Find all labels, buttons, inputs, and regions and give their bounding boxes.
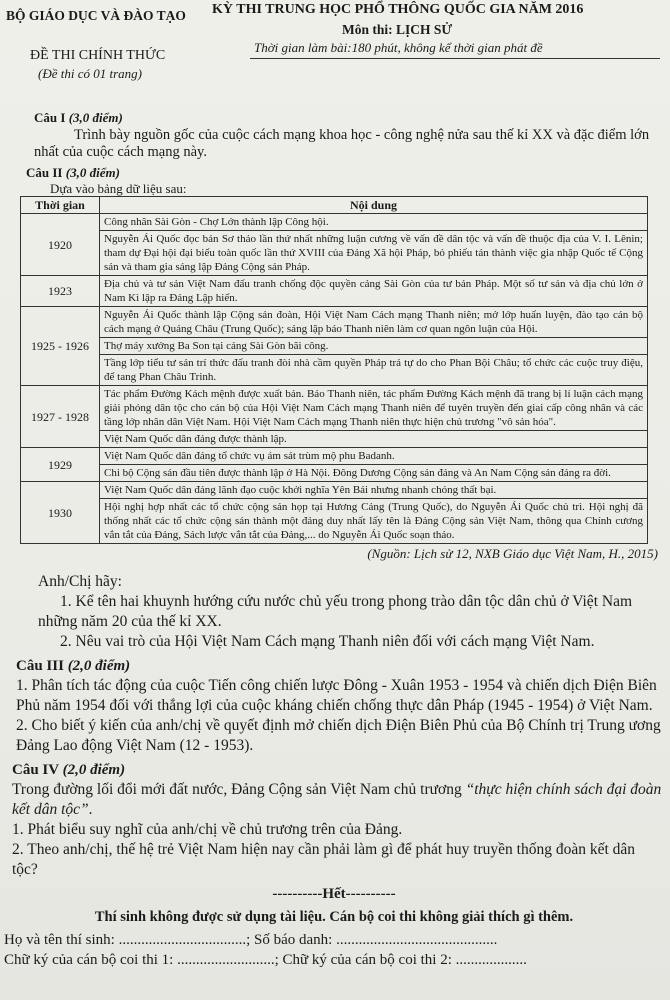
ask-label: Anh/Chị hãy:: [38, 573, 122, 590]
question-4-task-1: 1. Phát biểu suy nghĩ của anh/chị về chủ trương trên của Đảng.: [12, 821, 403, 838]
table-content-cell: Việt Nam Quốc dân đảng lãnh đạo cuộc khởi nghĩa Yên Bái nhưng nhanh chóng thất bại.: [100, 482, 648, 499]
table-row: [21, 482, 648, 499]
table-content-cell: Thợ máy xưởng Ba Son tại cảng Sài Gòn bãi công.: [100, 338, 648, 355]
signature-line: [4, 950, 664, 970]
table-content-cell: Tầng lớp tiểu tư sản trí thức đấu tranh đòi nhà cầm quyền Pháp trả tự do cho Phan Bội Châu; tổ chức các cuộc truy điệu, để tang Phan Châu Trinh.: [100, 355, 648, 386]
table-row: [21, 499, 648, 544]
table-row: [21, 338, 648, 355]
question-1: [4, 110, 664, 161]
col-header-content: Nội dung: [100, 197, 648, 214]
question-4-task-2: 2. Theo anh/chị, thế hệ trẻ Việt Nam hiện nay cần phải làm gì để phát huy truyền thống đoàn kết dân tộc?: [12, 841, 636, 878]
exam-time: Thời gian làm bài:180 phút, không kể thời gian phát đề: [254, 40, 543, 55]
table-year-cell: 1930: [21, 482, 100, 544]
table-row: [21, 355, 648, 386]
col-header-time: Thời gian: [21, 197, 100, 214]
table-content-cell: Nguyễn Ái Quốc thành lập Cộng sản đoàn, Hội Việt Nam Cách mạng Thanh niên; mở lớp huấn luyện, đào tạo cán bộ cách mạng ở Quảng Châu (Trung Quốc); sáng lập báo Thanh niên làm cơ quan ngôn luận của Hội.: [100, 307, 648, 338]
exam-title: KỲ THI TRUNG HỌC PHỔ THÔNG QUỐC GIA NĂM 2016: [212, 2, 584, 17]
question-4: [4, 760, 664, 880]
table-year-cell: 1920: [21, 214, 100, 276]
table-header-row: [21, 197, 648, 214]
table-content-cell: Nguyễn Ái Quốc đọc bản Sơ thảo lần thứ nhất những luận cương về vấn đề dân tộc và vấn đề thuộc địa của V. I. Lênin; tham dự Đại hội đại biểu toàn quốc lần thứ XVIII của Đảng Xã hội Pháp, bỏ phiếu tán thành việc gia nhập Quốc tế Cộng sản và tham gia sáng lập Đảng Cộng sản Pháp.: [100, 231, 648, 276]
exam-header: [4, 0, 664, 92]
table-row: [21, 276, 648, 307]
table-year-cell: 1925 - 1926: [21, 307, 100, 386]
proctor-1-signature: Chữ ký của cán bộ coi thi 1: ..........................;: [4, 952, 279, 968]
table-content-cell: Việt Nam Quốc dân đảng được thành lập.: [100, 431, 648, 448]
exam-subject: Môn thi: LỊCH SỬ: [342, 22, 453, 37]
question-2-task-2: 2. Nêu vai trò của Hội Việt Nam Cách mạng Thanh niên đối với cách mạng Việt Nam.: [60, 633, 595, 650]
table-row: [21, 448, 648, 465]
table-content-cell: Tác phẩm Đường Kách mệnh được xuất bản. Báo Thanh niên, tác phẩm Đường Kách mệnh đã trang bị lí luận cách mạng giải phóng dân tộc cho cán bộ của Hội Việt Nam Cách mạng Thanh niên để tuyên truyền đến giai cấp công nhân và các tầng lớp nhân dân Việt Nam. Hội Việt Nam Cách mạng Thanh niên thực hiện chủ trương "vô sản hóa".: [100, 386, 648, 431]
header-rule: [250, 58, 660, 59]
question-1-text: Trình bày nguồn gốc của cuộc cách mạng khoa học - công nghệ nửa sau thế kỉ XX và đặc điểm lớn nhất của cuộc cách mạng này.: [34, 127, 650, 160]
question-4-intro: Trong đường lối đổi mới đất nước, Đảng Cộng sản Việt Nam chủ trương “thực hiện chính sách đại đoàn kết dân tộc”.: [12, 781, 662, 818]
table-year-cell: 1927 - 1928: [21, 386, 100, 448]
question-3-task-2: 2. Cho biết ý kiến của anh/chị về quyết định mở chiến dịch Điện Biên Phủ của Bộ Chính trị Trung ương Đảng Lao động Việt Nam (12 - 1953).: [16, 717, 661, 754]
table-row: [21, 231, 648, 276]
candidate-line: [4, 930, 664, 950]
question-2-title: Câu II (3,0 điểm): [26, 165, 120, 180]
data-table: [20, 196, 648, 544]
exam-note: Thí sinh không được sử dụng tài liệu. Cán bộ coi thi không giải thích gì thêm.: [94, 909, 574, 925]
table-row: [21, 465, 648, 482]
question-1-title: Câu I (3,0 điểm): [34, 110, 123, 125]
question-3: [4, 656, 664, 756]
question-2-tasks: [4, 572, 664, 652]
official-label: ĐỀ THI CHÍNH THỨC: [30, 48, 166, 63]
candidate-number-field: Số báo danh: ...........................................: [254, 932, 498, 948]
table-row: [21, 431, 648, 448]
table-row: [21, 307, 648, 338]
table-content-cell: Việt Nam Quốc dân đảng tổ chức vụ ám sát trùm mộ phu Badanh.: [100, 448, 648, 465]
page-count: (Đề thi có 01 trang): [38, 66, 142, 81]
question-4-title: Câu IV (2,0 điểm): [12, 762, 126, 778]
question-2: [4, 165, 664, 196]
proctor-2-signature: Chữ ký của cán bộ coi thi 2: ...................: [282, 952, 527, 968]
candidate-name-field: Họ và tên thí sinh: ..................................;: [4, 932, 251, 948]
table-year-cell: 1929: [21, 448, 100, 482]
question-3-title: Câu III (2,0 điểm): [16, 658, 131, 674]
table-content-cell: Chi bộ Cộng sản đầu tiên được thành lập ở Hà Nội. Đông Dương Cộng sản đảng và An Nam Cộng sản đảng ra đời.: [100, 465, 648, 482]
table-row: [21, 214, 648, 231]
question-2-task-1: 1. Kể tên hai khuynh hướng cứu nước chủ yếu trong phong trào dân tộc dân chủ ở Việt Nam những năm 20 của thế kỉ XX.: [38, 593, 633, 630]
question-3-task-1: 1. Phân tích tác động của cuộc Tiến công chiến lược Đông - Xuân 1953 - 1954 và chiến dịch Điện Biên Phủ năm 1954 đối với thắng lợi của cuộc kháng chiến chống thực dân Pháp (1945 - 1954) ở Việt Nam.: [16, 677, 657, 714]
table-intro: Dựa vào bảng dữ liệu sau:: [50, 181, 187, 196]
table-content-cell: Công nhân Sài Gòn - Chợ Lớn thành lập Công hội.: [100, 214, 648, 231]
table-source: (Nguồn: Lịch sử 12, NXB Giáo dục Việt Nam, H., 2015): [367, 546, 658, 561]
ministry-name: BỘ GIÁO DỤC VÀ ĐÀO TẠO: [6, 8, 186, 23]
table-content-cell: Địa chủ và tư sản Việt Nam đấu tranh chống độc quyền cảng Sài Gòn của tư bản Pháp. Một số tư sản và địa chủ lớn ở Nam Kì lập ra Đảng Lập hiến.: [100, 276, 648, 307]
candidate-fields: [4, 930, 664, 970]
end-marker: ----------Hết----------: [272, 886, 396, 902]
table-content-cell: Hội nghị hợp nhất các tổ chức cộng sản họp tại Hương Cảng (Trung Quốc), do Nguyễn Ái Quốc chủ trì. Hội nghị đã thống nhất các tổ chức cộng sản thành một đảng duy nhất lấy tên là Đảng Cộng sản Việt Nam, thông qua Chính cương vắn tắt của Đảng, Sách lược vắn tắt của Đảng,... do Nguyễn Ái Quốc soạn thảo.: [100, 499, 648, 544]
table-year-cell: 1923: [21, 276, 100, 307]
table-row: [21, 386, 648, 431]
